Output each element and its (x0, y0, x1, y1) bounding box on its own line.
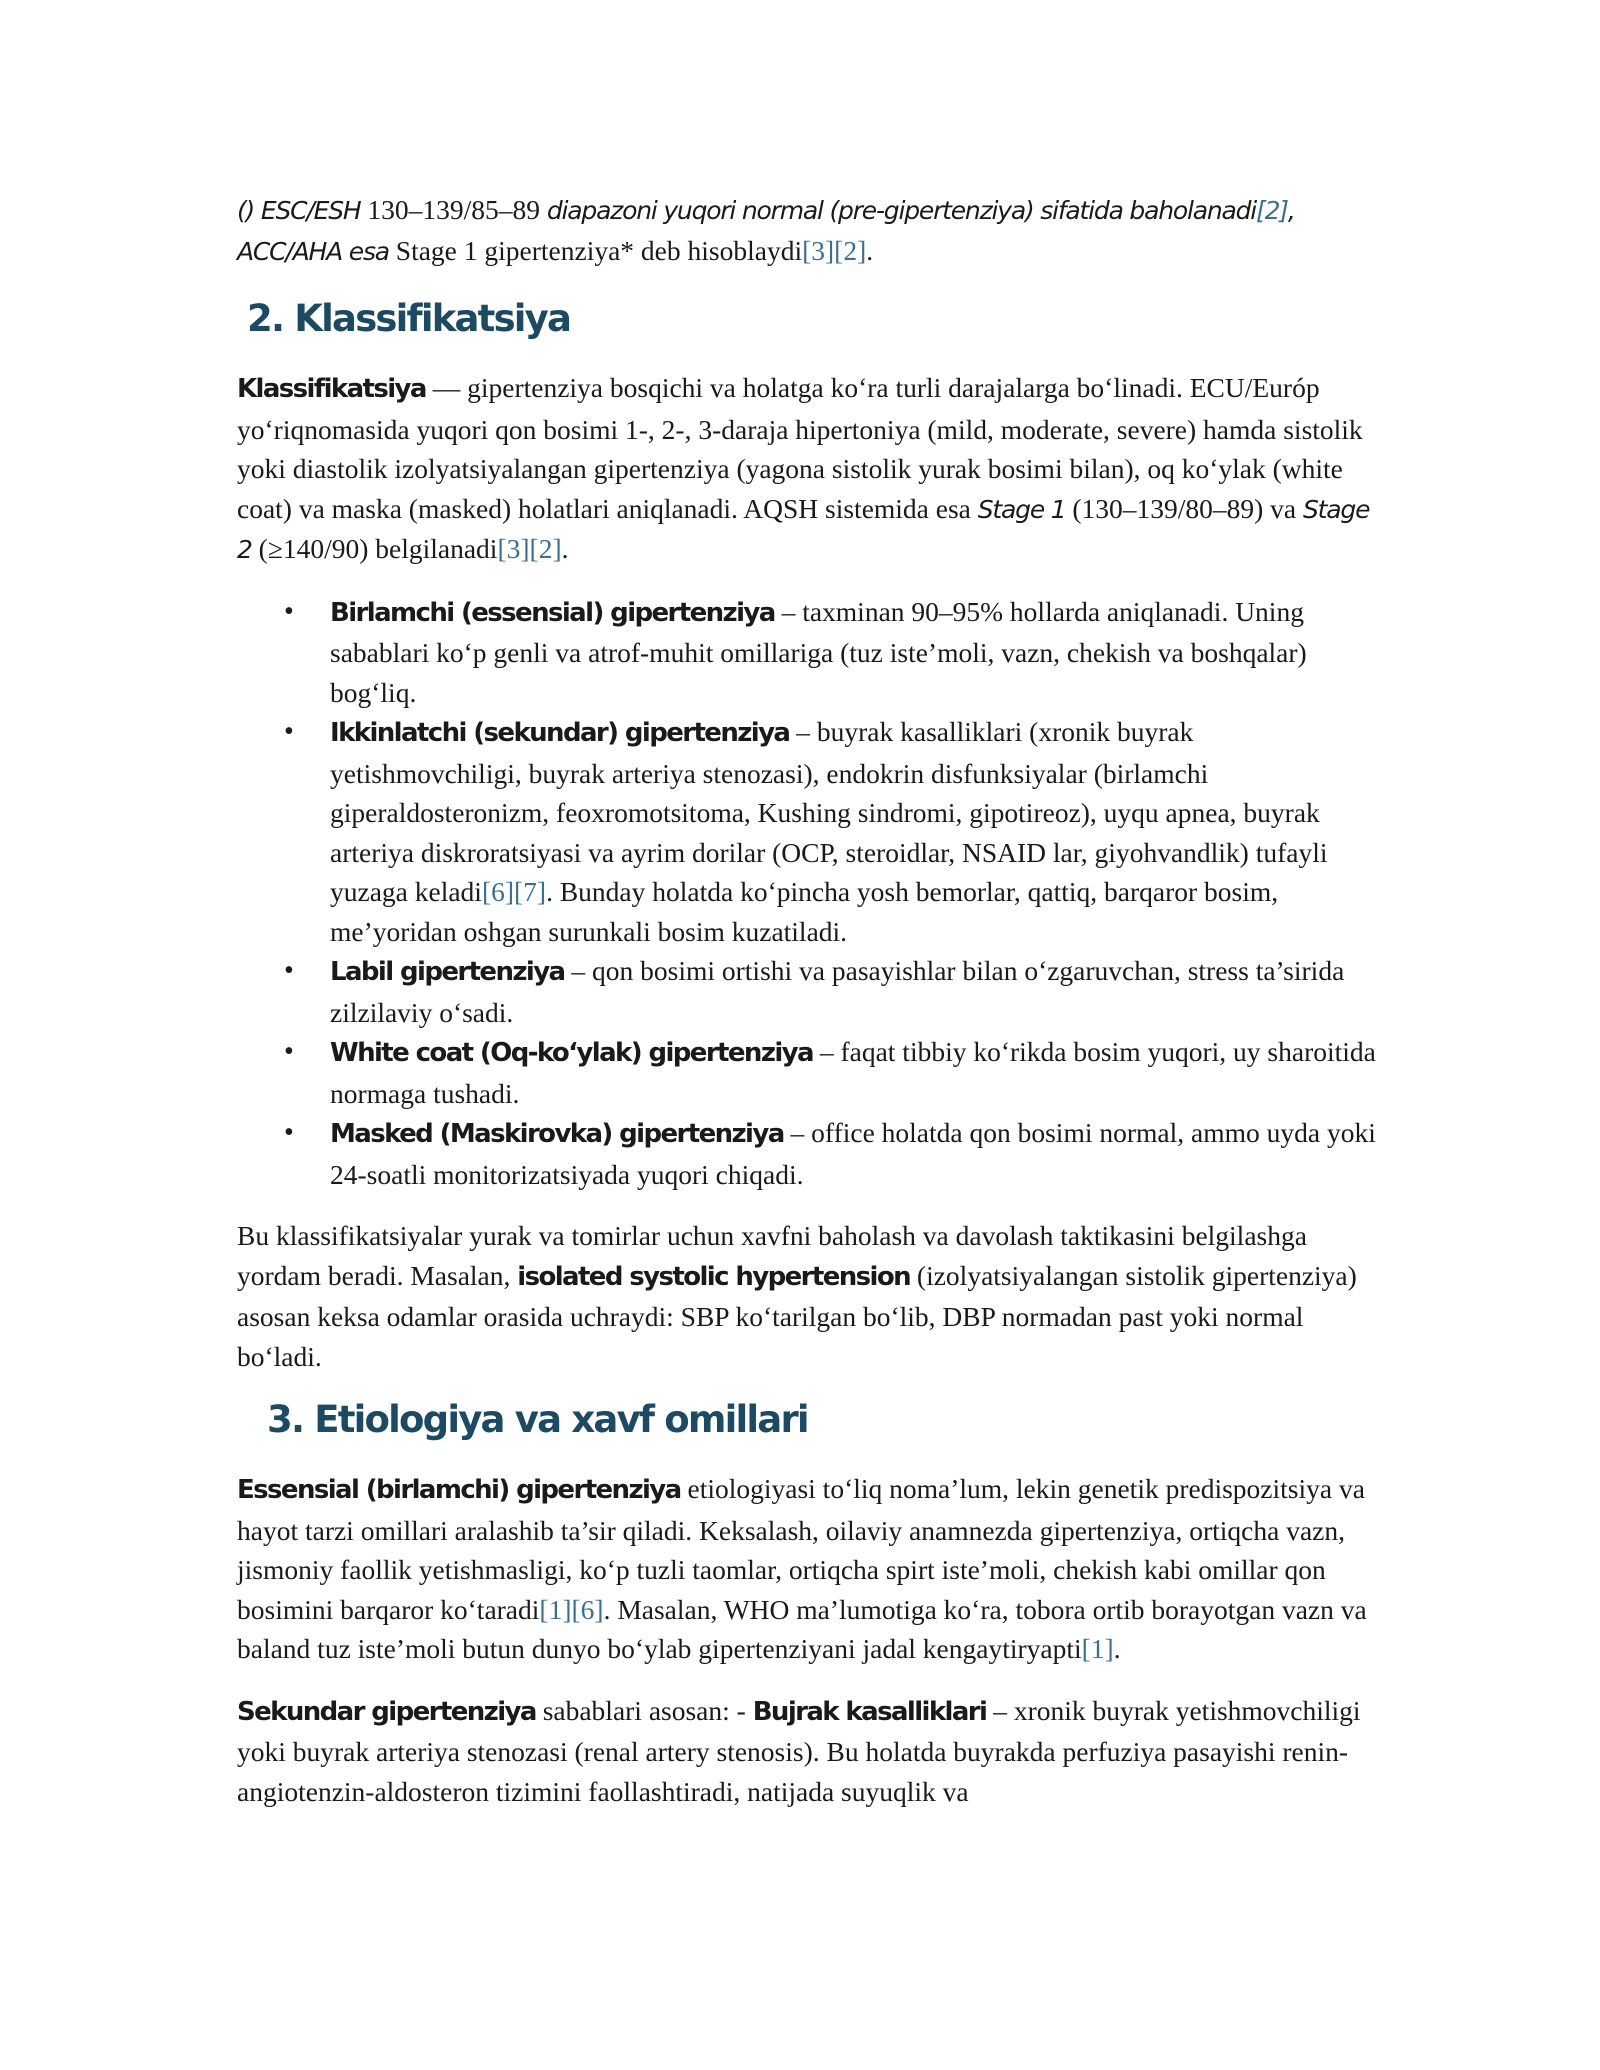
citation-link[interactable]: [1] (539, 1593, 572, 1625)
list-item (237, 951, 1377, 1032)
citation-link[interactable]: [3] (497, 533, 530, 564)
list-item-text: – office holatda qon bosimi normal, ammo uyda yoki 24-soatli monitorizatsiyada yuqori chiqadi. (330, 1117, 1376, 1190)
list-item-term: Birlamchi (essensial) gipertenziya (330, 597, 775, 628)
citation-link[interactable]: [7] (514, 876, 547, 907)
bold-term: Essensial (birlamchi) gipertenziya (237, 1475, 681, 1505)
bullet-icon: • (284, 955, 294, 986)
paragraph-text: . (561, 533, 569, 564)
list-item (237, 592, 1377, 713)
list-item-text: – qon bosimi ortishi va pasayishlar bilan o‘zgaruvchan, stress ta’sirida zilzilaviy o‘sadi. (330, 955, 1345, 1028)
list-item-text: – faqat tibbiy ko‘rikda bosim yuqori, uy sharoitida normaga tushadi. (330, 1036, 1376, 1109)
secondary-causes-paragraph (237, 1691, 1377, 1812)
bold-term: Bujrak kasalliklari (752, 1696, 987, 1727)
list-item-text: – taxminan 90–95% hollarda aniqlanadi. Uning sabablari ko‘p genli va atrof-muhit omillariga (tuz iste’moli, vazn, chekish va boshqalar) bog‘liq. (330, 595, 1307, 708)
classification-summary-paragraph (237, 1216, 1377, 1376)
citation-link[interactable]: [6] (481, 876, 515, 907)
document-page (237, 190, 1377, 1833)
intro-paragraph (237, 190, 1377, 271)
intro-italic-2: diapazoni yuqori normal (pre-gipertenziya) sifatida baholanadi (546, 196, 1257, 225)
italic-term: Stage 1 (977, 494, 1066, 524)
list-item-text-tail: . Bunday holatda ko‘pincha yosh bemorlar, qattiq, barqaror bosim, me’yoridan oshgan surunkali bosim kuzatiladi. (330, 876, 1279, 947)
bold-term: isolated systolic hypertension (517, 1261, 911, 1292)
citation-link[interactable]: [2] (1256, 196, 1288, 225)
bold-term: Klassifikatsiya (237, 374, 426, 404)
bullet-icon: • (284, 1117, 294, 1148)
list-item (237, 712, 1377, 951)
classification-paragraph (237, 368, 1377, 570)
paragraph-text: . Masalan, WHO ma’lumotiga ko‘ra, tobora ortib borayotgan vazn va baland tuz iste’moli butun dunyo bo‘ylab gipertenziyani jadal kengaytiryapti (237, 1593, 1367, 1664)
citation-link[interactable]: [1] (1081, 1633, 1114, 1664)
paragraph-text: . (1113, 1633, 1121, 1664)
bullet-icon: • (284, 716, 294, 747)
list-item-term: Labil gipertenziya (330, 957, 565, 987)
section-heading-klassifikatsiya: 2. Klassifikatsiya (247, 297, 571, 340)
intro-italic-3: ACC/AHA esa (237, 236, 389, 266)
paragraph-text: sabablari asosan: - (535, 1694, 753, 1726)
paragraph-text: — gipertenziya bosqichi va holatga ko‘ra turli darajalarga bo‘linadi. ECU/Európ yo‘riqnomasida yuqori qon bosimi 1-, 2-, 3-daraja hipertoniya (mild, moderate, severe) hamda sistolik yoki diastolik izolyatsiyalangan gipertenziya (yagona sistolik yurak bosimi bilan), oq ko‘ylak (white coat) va maska (masked) holatlari aniqlanadi. AQSH sistemida esa (237, 372, 1363, 524)
intro-text-2: Stage 1 gipertenziya* deb hisoblaydi (388, 234, 803, 266)
bold-term: Sekundar gipertenziya (237, 1696, 536, 1727)
classification-list (237, 592, 1377, 1195)
citation-link[interactable]: [2] (529, 533, 562, 564)
bullet-icon: • (284, 1036, 294, 1067)
bullet-icon: • (284, 595, 294, 627)
list-item-text: – buyrak kasalliklari (xronik buyrak yetishmovchiligi, buyrak arteriya stenozasi), endokrin disfunksiyalar (birlamchi giperaldosteronizm, feoxromotsitoma, Kushing sindromi, gipotireoz), uyqu apnea, buyrak arteriya diskroratsiyasi va ayrim dorilar (OCP, steroidlar, NSAID lar, giyohvandlik) tufayli yuzaga keladi (330, 716, 1328, 907)
intro-comma: , (1287, 196, 1295, 225)
intro-period: . (866, 234, 874, 266)
intro-italic-1: () ESC/ESH (237, 196, 361, 225)
citation-link[interactable]: [2] (834, 234, 867, 266)
etiology-paragraph (237, 1469, 1377, 1669)
citation-link[interactable]: [6] (571, 1593, 604, 1625)
paragraph-text: (130–139/80–89) va (1065, 492, 1304, 524)
list-item-term: Masked (Maskirovka) gipertenziya (330, 1119, 784, 1149)
list-item-term: White coat (Oq-ko‘ylak) gipertenziya (330, 1038, 813, 1068)
italic-term: Stage 2 (237, 494, 1370, 564)
list-item-term: Ikkinlatchi (sekundar) gipertenziya (330, 718, 790, 748)
section-heading-etiologiya: 3. Etiologiya va xavf omillari (267, 1398, 808, 1441)
paragraph-text: (izolyatsiyalangan sistolik gipertenziya) asosan keksa odamlar orasida uchraydi: SBP ko‘tarilgan bo‘lib, DBP normadan past yoki normal bo‘ladi. (237, 1259, 1357, 1372)
paragraph-text: (≥140/90) belgilanadi (251, 533, 498, 564)
paragraph-text: etiologiyasi to‘liq noma’lum, lekin genetik predispozitsiya va hayot tarzi omillari aralashib ta’sir qiladi. Keksalash, oilaviy anamnezda gipertenziya, ortiqcha vazn, jismoniy faollik yetishmasligi, ko‘p tuzli taomlar, ortiqcha spirt iste’moli, chekish kabi omillar qon bosimini barqaror ko‘taradi (237, 1473, 1365, 1625)
paragraph-text: – xronik buyrak yetishmovchiligi yoki buyrak arteriya stenozasi (renal artery stenosis). Bu holatda buyrakda perfuziya pasayishi renin-angiotenzin-aldosteron tizimini faollashtiradi, natijada suyuqlik va (237, 1694, 1361, 1807)
intro-text-1: 130–139/85–89 (360, 194, 547, 225)
list-item (237, 1113, 1377, 1194)
list-item (237, 1032, 1377, 1113)
paragraph-text: Bu klassifikatsiyalar yurak va tomirlar uchun xavfni baholash va davolash taktikasini belgilashga yordam beradi. Masalan, (237, 1220, 1307, 1291)
citation-link[interactable]: [3] (802, 234, 835, 266)
